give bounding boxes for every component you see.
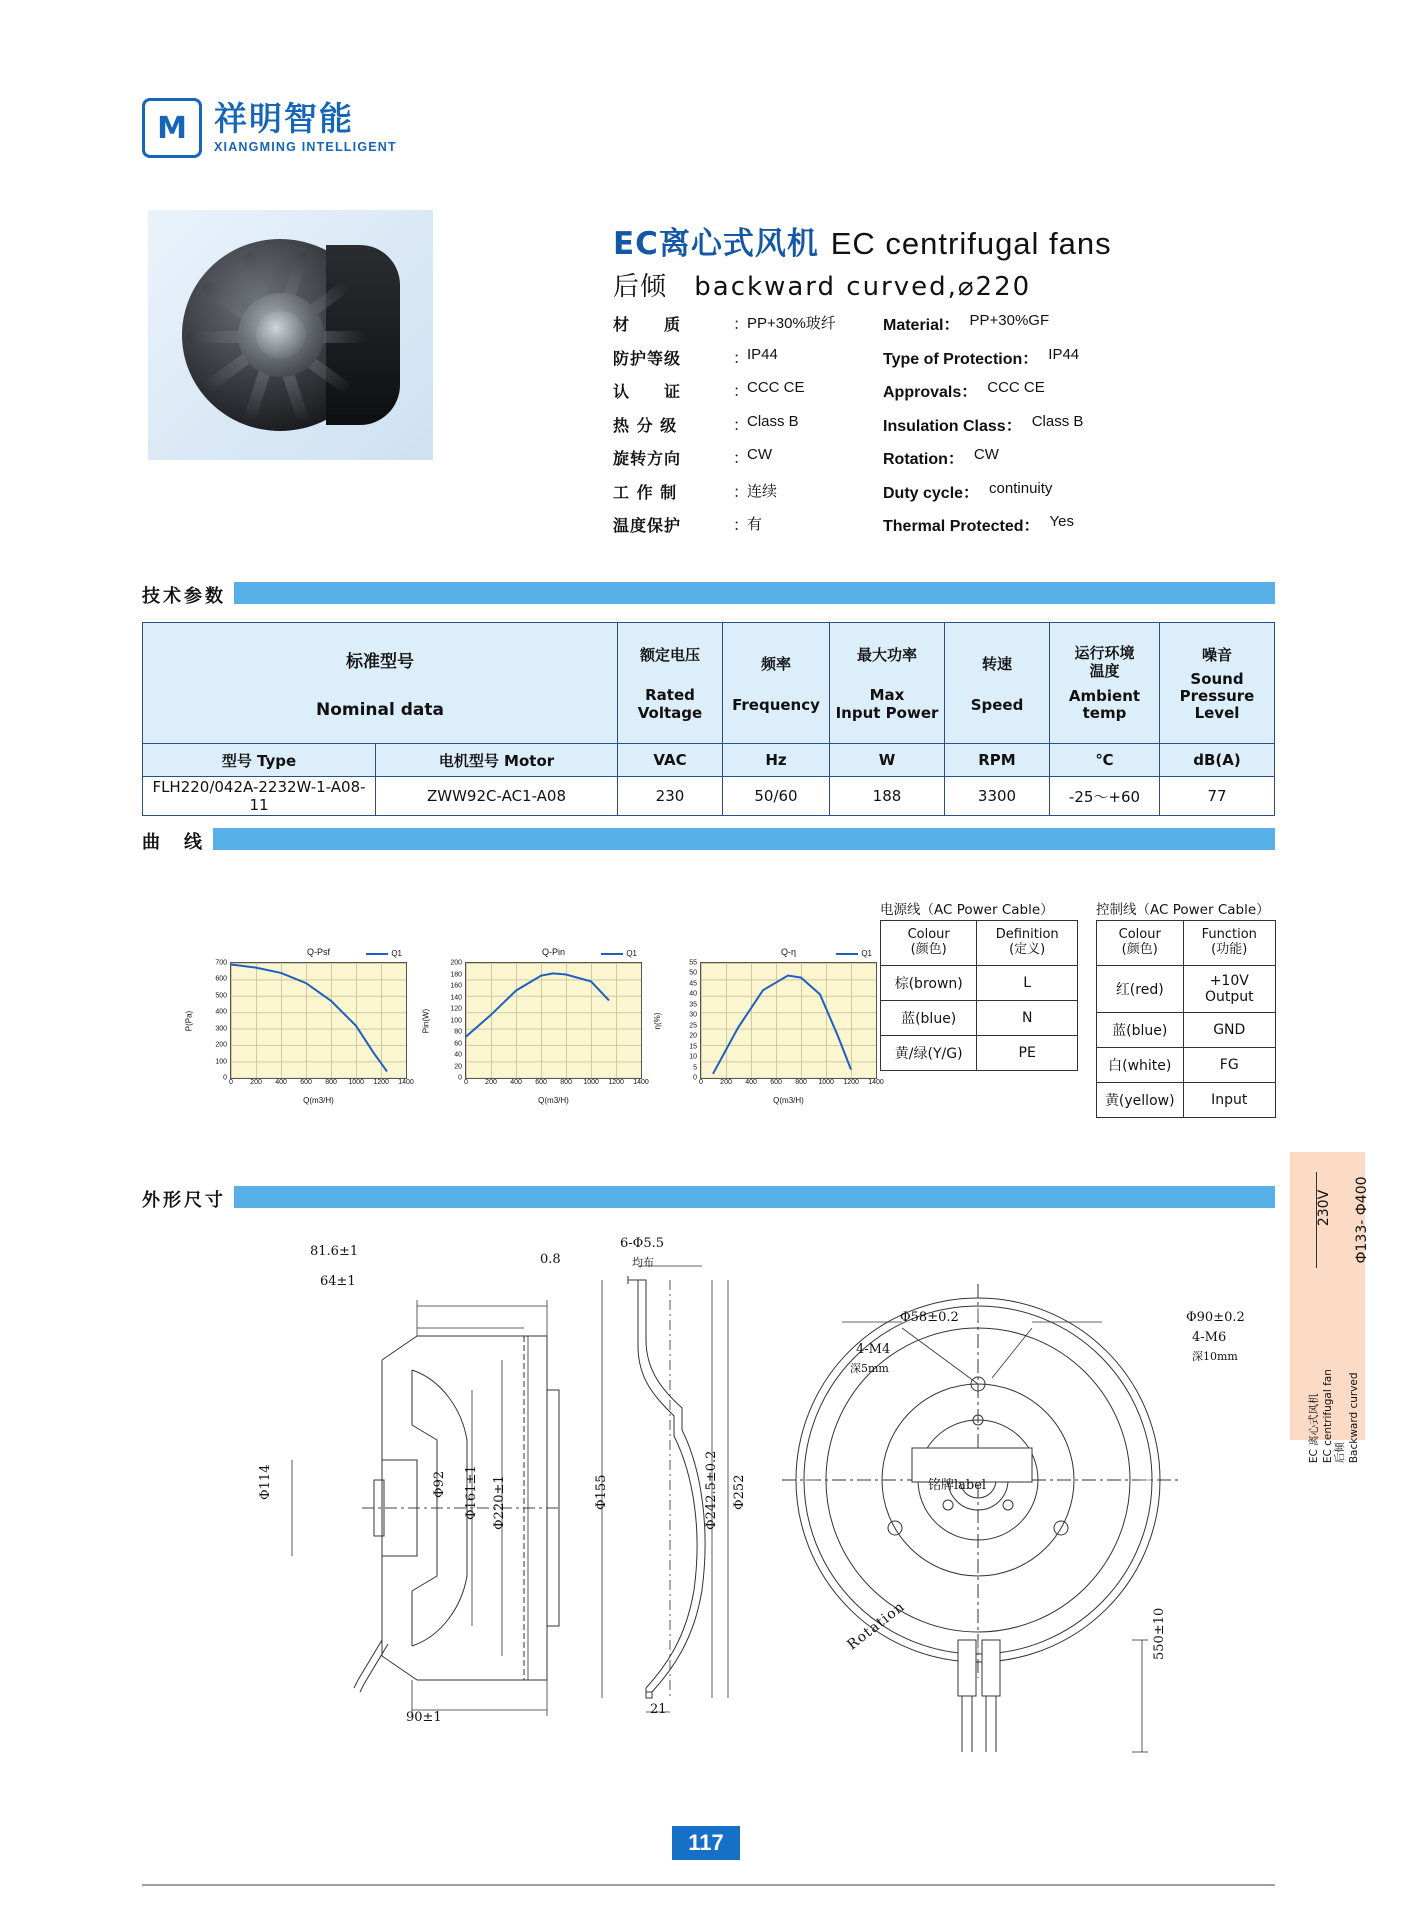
dim-phi252: Φ252 [732, 1474, 747, 1510]
spec-value-cn: PP+30%玻纤 [747, 315, 836, 332]
table-subheader-row [143, 744, 1275, 777]
header-frequency: 频率 Frequency [723, 623, 830, 744]
chart-ylabel-2: Pin(W) [421, 1008, 431, 1033]
section-title-dimension: 外形尺寸 [142, 1186, 234, 1212]
chart-ylabel-1: P(Pa) [184, 1010, 194, 1031]
table-header-row [1097, 921, 1276, 966]
spec-value-en: IP44 [1048, 345, 1080, 363]
header-colour: Colour (颜色) [1097, 921, 1184, 966]
table-row [881, 1035, 1078, 1070]
dim-phi92: Φ92 [432, 1470, 447, 1498]
cell-type: FLH220/042A-2232W-1-A08-11 [143, 777, 376, 816]
product-subtitle [613, 266, 1031, 303]
spec-value-en: PP+30%GF [969, 312, 1050, 329]
spec-key-en: Rotation： [883, 451, 964, 468]
spec-value-cn: CW [747, 446, 772, 463]
cell-colour: 黄/绿(Y/G) [881, 1035, 977, 1070]
logo-name-cn: 祥明智能 [214, 99, 354, 139]
subheader-type: 型号 Type [143, 744, 376, 777]
spec-key-cn: 热 分 级 [613, 415, 678, 435]
section-title-curve: 曲 线 [142, 828, 213, 854]
header-function: Function (功能) [1183, 921, 1275, 966]
logo-mark-letter: M [157, 110, 187, 146]
unit-speed: RPM [945, 744, 1050, 777]
spec-key-en: Type of Protection： [883, 350, 1039, 368]
page-number: 117 [672, 1826, 740, 1860]
chart-legend-3: Q1 [836, 949, 872, 958]
chart-legend-2: Q1 [601, 949, 637, 958]
spec-key-cn: 防护等级 [613, 348, 682, 368]
spec-key-en: Duty cycle： [883, 484, 980, 502]
cell-colour: 蓝(blue) [881, 1000, 977, 1035]
section-bar-dimension [142, 1186, 1275, 1208]
dim-depth-5mm: 深5mm [850, 1362, 889, 1375]
spec-key-en: Approvals： [883, 384, 978, 401]
cell-ambient: -25～+60 [1050, 777, 1160, 816]
spec-value-cn: 连续 [747, 482, 778, 500]
chart-title-1: Q-Psf [306, 947, 330, 957]
header-speed: 转速 Speed [945, 623, 1050, 744]
rotation-label: Rotation [844, 1598, 909, 1654]
header-rated-voltage: 额定电压 Rated Voltage [618, 623, 723, 744]
cell-speed: 3300 [945, 777, 1050, 816]
cell-power: 188 [830, 777, 945, 816]
table-row [1097, 1047, 1276, 1082]
table-header-row [881, 921, 1078, 966]
section-bar-curve [142, 828, 1275, 850]
chart-legend-1: Q1 [366, 949, 402, 958]
cell-frequency: 50/60 [723, 777, 830, 816]
cell-motor: ZWW92C-AC1-A08 [376, 777, 618, 816]
spec-row: 防护等级 ： IP44 Type of Protection： IP44 [613, 345, 1080, 368]
spec-value-en: Yes [1049, 513, 1074, 530]
product-photo [148, 210, 433, 460]
dim-depth-10mm: 深10mm [1192, 1350, 1238, 1363]
centrifugal-fan-illustration [176, 235, 406, 435]
chart-xlabel-3: Q(m3/H) [773, 1096, 804, 1105]
spec-value-en: Class B [1031, 412, 1084, 430]
table-header-row [143, 623, 1275, 744]
unit-voltage: VAC [618, 744, 723, 777]
header-colour: Colour (颜色) [881, 921, 977, 966]
logo-mark-icon [142, 98, 202, 158]
cell-colour: 白(white) [1097, 1047, 1184, 1082]
tab-label-cn-en-2: 后倾 Backward curved [1333, 1372, 1360, 1464]
spec-key-cn: 材 质 [613, 315, 682, 334]
logo-text [214, 99, 397, 155]
table-row [881, 1000, 1078, 1035]
spec-key-cn: 认 证 [613, 382, 682, 401]
chart-title-2: Q-Pin [541, 947, 565, 957]
dimension-drawings [142, 1230, 1275, 1790]
spec-value-cn: IP44 [747, 345, 778, 363]
cell-colour: 棕(brown) [881, 965, 977, 1000]
dim-550: 550±10 [1152, 1607, 1167, 1660]
cell-function: GND [1183, 1012, 1275, 1047]
spec-value-cn: CCC CE [747, 379, 805, 396]
dim-64: 64±1 [320, 1274, 356, 1289]
subheader-motor: 电机型号 Motor [376, 744, 618, 777]
table-row [1097, 1012, 1276, 1047]
dim-phi114: Φ114 [258, 1464, 273, 1500]
chart-ylabel-3: η(%) [652, 1012, 662, 1029]
dim-4-m6: 4-M6 [1192, 1330, 1227, 1345]
spec-row: 工 作 制 ： 连续 Duty cycle： continuity [613, 479, 1053, 502]
dim-90: 90±1 [406, 1710, 442, 1725]
spec-value-en: CCC CE [987, 379, 1045, 396]
product-title-en: EC centrifugal fans [830, 226, 1112, 261]
dim-phi155: Φ155 [594, 1474, 609, 1510]
dim-81-6: 81.6±1 [310, 1244, 359, 1259]
dim-6-phi5-5: 6-Φ5.5 [620, 1236, 664, 1251]
control-cable-title: 控制线（AC Power Cable） [1096, 902, 1270, 918]
cell-colour: 黄(yellow) [1097, 1082, 1184, 1117]
spec-key-en: Thermal Protected： [883, 518, 1040, 535]
header-ambient-temp: 运行环境 温度 Ambient temp [1050, 623, 1160, 744]
control-cable-table [1096, 920, 1276, 1118]
spec-row: 认 证 ： CCC CE Approvals： CCC CE [613, 379, 1045, 401]
unit-power: W [830, 744, 945, 777]
chart-yaxis-3: 55 50 45 40 35 30 25 20 15 10 5 0 [689, 959, 697, 1082]
chart-title-3: Q-η [780, 947, 796, 957]
spec-value-cn: Class B [747, 412, 799, 430]
table-row [143, 777, 1275, 816]
cell-function: Input [1183, 1082, 1275, 1117]
product-title [613, 218, 1112, 263]
chart-yaxis-2: 200 180 160 140 120 100 80 60 40 20 0 [450, 959, 462, 1082]
logo-name-en: XIANGMING INTELLIGENT [214, 140, 397, 155]
section-bar-tech [142, 582, 1275, 604]
spec-row: 热 分 级 ： Class B Insulation Class： Class B [613, 412, 1084, 435]
cell-definition: PE [977, 1035, 1078, 1070]
chart-xaxis-1: 0 200 400 600 800 1000 1200 1400 [229, 1079, 414, 1086]
tab-size: Ф133- Ф400 [1354, 1176, 1370, 1264]
cell-voltage: 230 [618, 777, 723, 816]
power-cable-table [880, 920, 1078, 1071]
company-logo [142, 98, 397, 158]
chart-xlabel-1: Q(m3/H) [303, 1096, 334, 1105]
cell-noise: 77 [1160, 777, 1275, 816]
spec-list [613, 312, 1233, 547]
power-cable-title: 电源线（AC Power Cable） [880, 902, 1054, 918]
spec-key-cn: 旋转方向 [613, 449, 682, 468]
dim-phi242-5: Φ242.5±0.2 [704, 1450, 719, 1530]
tab-voltage: 230V [1316, 1189, 1332, 1227]
dim-uniform: 均布 [632, 1256, 654, 1269]
unit-ambient: ℃ [1050, 744, 1160, 777]
chart-q-pin [421, 947, 649, 1105]
dim-phi90: Φ90±0.2 [1186, 1310, 1245, 1325]
table-row [881, 965, 1078, 1000]
spec-key-en: Insulation Class： [883, 417, 1022, 435]
product-subtitle-en: backward curved,⌀220 [694, 272, 1032, 302]
spec-value-en: continuity [989, 479, 1053, 497]
header-sound-pressure: 噪音 Sound Pressure Level [1160, 623, 1275, 744]
dim-21: 21 [650, 1702, 667, 1717]
section-title-tech: 技术参数 [142, 582, 234, 608]
cell-colour: 红(red) [1097, 965, 1184, 1012]
spec-key-en: Material： [883, 317, 960, 334]
tab-label-cn-en-1: EC 离心式风机 EC centrifugal fan [1307, 1369, 1334, 1464]
tech-parameters-table [142, 622, 1275, 816]
header-max-power: 最大功率 Max Input Power [830, 623, 945, 744]
chart-xaxis-3: 0 200 400 600 800 1000 1200 1400 [699, 1079, 884, 1086]
nameplate-label: 铭牌label [928, 1478, 987, 1493]
spec-key-cn: 温度保护 [613, 516, 682, 535]
spec-key-cn: 工 作 制 [613, 482, 678, 502]
spec-value-cn: 有 [747, 516, 763, 533]
spec-row: 温度保护 ： 有 Thermal Protected： Yes [613, 513, 1074, 535]
dim-phi161: Φ161±1 [464, 1465, 479, 1520]
unit-frequency: Hz [723, 744, 830, 777]
table-row [1097, 1082, 1276, 1117]
spec-row: 旋转方向 ： CW Rotation： CW [613, 446, 999, 468]
table-row [1097, 965, 1276, 1012]
product-subtitle-cn: 后倾 [613, 272, 668, 302]
spec-row: 材 质 ： PP+30%玻纤 Material： PP+30%GF [613, 312, 1050, 334]
header-nominal-data: 标准型号 Nominal data [143, 623, 618, 744]
header-definition: Definition (定义) [977, 921, 1078, 966]
chart-xaxis-2: 0 200 400 600 800 1000 1200 1400 [464, 1079, 649, 1086]
unit-noise: dB(A) [1160, 744, 1275, 777]
chart-q-psf [184, 947, 414, 1105]
side-index-tab [1290, 1152, 1370, 1464]
dim-4-m4: 4-M4 [856, 1342, 891, 1357]
dim-phi220: Φ220±1 [492, 1475, 507, 1530]
spec-value-en: CW [973, 446, 999, 463]
chart-q-eta [652, 947, 884, 1105]
footer-divider [142, 1884, 1275, 1886]
dim-0-8: 0.8 [540, 1252, 561, 1267]
cell-definition: L [977, 965, 1078, 1000]
product-title-cn: EC离心式风机 [613, 226, 819, 262]
cell-function: +10V Output [1183, 965, 1275, 1012]
chart-xlabel-2: Q(m3/H) [538, 1096, 569, 1105]
dim-phi58: Φ58±0.2 [900, 1310, 959, 1325]
cell-function: FG [1183, 1047, 1275, 1082]
chart-yaxis-1: 700 600 500 400 300 200 100 0 [215, 959, 227, 1082]
cell-colour: 蓝(blue) [1097, 1012, 1184, 1047]
cell-definition: N [977, 1000, 1078, 1035]
